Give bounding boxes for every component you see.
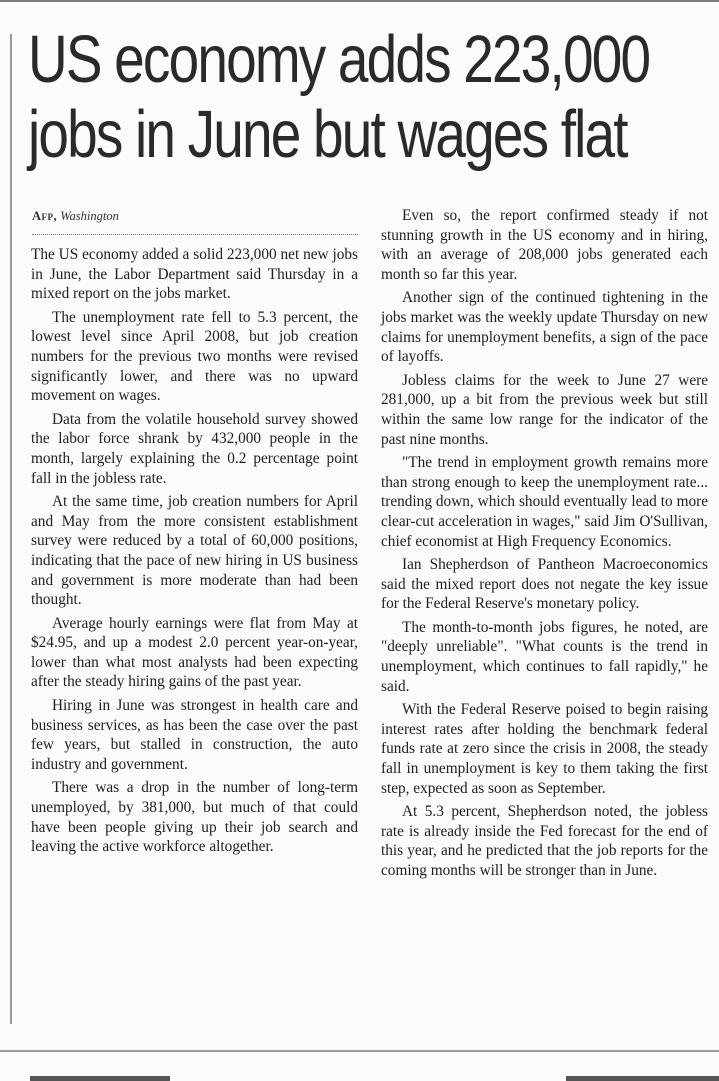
paragraph: The unemployment rate fell to 5.3 percent, the lowest level since April 2008, but job creation numbers for the previous two months were revised significantly lower, and there was no upward movement on wages.	[31, 308, 358, 405]
next-article-edge-right	[566, 1076, 719, 1081]
paragraph: At 5.3 percent, Shepherdson noted, the jobless rate is already inside the Fed forecast for the end of this year, and he predicted that the job reports for the coming months will be stronger than in June.	[381, 803, 708, 879]
paragraph: Even so, the report confirmed steady if not stunning growth in the US economy and in hiring, with an average of 208,000 jobs generated each month so far this year.	[381, 207, 708, 283]
paragraph: The US economy added a solid 223,000 net new jobs in June, the Labor Department said Thursday in a mixed report on the jobs market.	[31, 246, 358, 303]
top-rule	[0, 0, 719, 2]
paragraph: Hiring in June was strongest in health care and business services, as has been the case over the past few years, but stalled in construction, the auto industry and government.	[31, 697, 358, 773]
headline	[28, 22, 650, 172]
paragraph: There was a drop in the number of long-term unemployed, by 381,000, but much of that could have been people giving up their job search and leaving the active workforce altogether.	[31, 779, 358, 856]
paragraph: "The trend in employment growth remains more than strong enough to keep the unemployment rate... trending down, which should eventually lead to more clear-cut acceleration in wages," said Jim O'Sullivan, chief economist at High Frequency Economics.	[381, 454, 708, 550]
byline-place: Washington	[60, 209, 119, 223]
next-article-edge-left	[30, 1076, 170, 1081]
left-column-rule	[10, 34, 12, 1024]
byline-dotted-divider	[32, 234, 358, 235]
article-column-left	[31, 245, 358, 861]
article-column-right	[381, 206, 708, 885]
paragraph: At the same time, job creation numbers for April and May from the more consistent establishment survey were reduced by a total of 60,000 positions, indicating that the pace of new hiring in US business and government is more moderate than had been thought.	[31, 493, 358, 609]
byline-agency: Afp,	[32, 209, 58, 223]
paragraph: Data from the volatile household survey showed the labor force shrank by 432,000 people in the month, largely explaining the 0.2 percentage point fall in the jobless rate.	[31, 410, 358, 487]
headline-line-2: jobs in June but wages flat	[28, 97, 627, 172]
headline-line-1: US economy adds 223,000	[28, 22, 650, 97]
paragraph: Ian Shepherdson of Pantheon Macroeconomics said the mixed report does not negate the key issue for the Federal Reserve's monetary policy.	[381, 556, 708, 613]
paragraph: With the Federal Reserve poised to begin raising interest rates after holding the benchmark federal funds rate at zero since the crisis in 2008, the steady fall in unemployment is key to them taking the first step, expected as soon as September.	[381, 701, 708, 797]
paragraph: The month-to-month jobs figures, he noted, are "deeply unreliable". "What counts is the trend in unemployment, which continues to fall rapidly," he said.	[381, 618, 708, 695]
bottom-rule	[0, 1050, 719, 1052]
paragraph: Average hourly earnings were flat from May at $24.95, and up a modest 2.0 percent year-on-year, lower than what most analysts had been expecting after the steady hiring gains of the past year.	[31, 614, 358, 691]
byline	[32, 209, 119, 224]
paragraph: Jobless claims for the week to June 27 were 281,000, up a bit from the previous week but still within the same low range for the indicator of the past nine months.	[381, 371, 708, 448]
paragraph: Another sign of the continued tightening in the jobs market was the weekly update Thursday on new claims for unemployment benefits, a sign of the pace of layoffs.	[381, 289, 708, 366]
